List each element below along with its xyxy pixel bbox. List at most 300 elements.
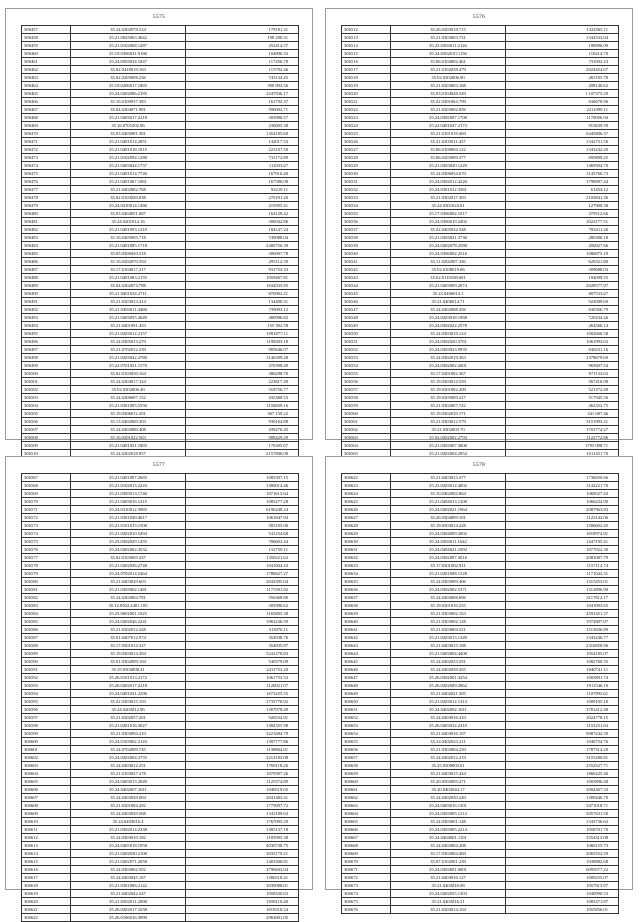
amount-cell: 3117812.17: [506, 594, 619, 602]
row-id-cell: 306506: [22, 418, 71, 426]
table-row: [342, 50, 619, 58]
amount-cell: 1185995.38: [186, 834, 299, 842]
row-id-cell: 306603: [22, 762, 71, 770]
row-id-cell: 306494: [22, 322, 71, 330]
table-row: [342, 810, 619, 818]
amount-cell: 1040519.65: [186, 786, 299, 794]
amount-cell: 1586602.45: [506, 522, 619, 530]
amount-cell: 1086875.19: [506, 250, 619, 258]
row-id-cell: 306538: [342, 234, 391, 242]
amount-cell: 6196248.24: [186, 506, 299, 514]
row-id-cell: 306594: [22, 690, 71, 698]
code-cell: 35.24.0303005.2214: [391, 826, 506, 834]
amount-cell: 1350221.62: [186, 554, 299, 562]
table-row: [22, 650, 299, 658]
amount-cell: 1142221.70: [506, 482, 619, 490]
row-id-cell: 306641: [342, 626, 391, 634]
code-cell: 35.24.0303010.182: [71, 834, 186, 842]
code-cell: 35.21.0203013.414: [71, 298, 186, 306]
code-cell: 35.16.0405005.718: [71, 234, 186, 242]
code-cell: 35.24.0302087.3016: [391, 554, 506, 562]
code-cell: 35.24.0503034.1847: [71, 58, 186, 66]
table-row: [22, 226, 299, 234]
code-cell: 35.26.0302001.3254: [391, 674, 506, 682]
code-cell: 35.24.0402078.2588: [391, 242, 506, 250]
amount-cell: 1069527.43: [506, 490, 619, 498]
amount-cell: 354938.76: [186, 634, 299, 642]
table-row: [22, 794, 299, 802]
amount-cell: 194099.55: [506, 274, 619, 282]
row-id-cell: 306488: [22, 274, 71, 282]
row-id-cell: 306582: [22, 594, 71, 602]
table-row: [342, 562, 619, 570]
row-id-cell: 306489: [22, 282, 71, 290]
code-cell: 35.21.0402021.305: [391, 690, 506, 698]
amount-cell: 2041483.41: [186, 794, 299, 802]
code-cell: 35.24.0202018.857: [71, 450, 186, 458]
amount-cell: 155 392.58: [186, 322, 299, 330]
code-cell: 35.21.0303002.1481: [71, 586, 186, 594]
row-id-cell: 306576: [22, 546, 71, 554]
table-row: [342, 634, 619, 642]
amount-cell: 1083371.87: [506, 898, 619, 906]
row-id-cell: 306609: [22, 810, 71, 818]
row-id-cell: 306486: [22, 258, 71, 266]
table-row: [342, 170, 619, 178]
amount-cell: 1019310.24: [186, 906, 299, 914]
amount-cell: 2103841.36: [506, 194, 619, 202]
amount-cell: 1787314.20: [506, 746, 619, 754]
code-cell: 35.21.0101019.469: [391, 130, 506, 138]
table-row: [342, 786, 619, 794]
table-row: [22, 410, 299, 418]
table-row: [342, 530, 619, 538]
code-cell: 35.21.0401014.7740: [71, 170, 186, 178]
row-id-cell: 306552: [342, 346, 391, 354]
amount-cell: 390 892.56: [186, 82, 299, 90]
amount-cell: 61454.12: [506, 186, 619, 194]
row-id-cell: 306595: [22, 698, 71, 706]
table-row: [22, 554, 299, 562]
code-cell: 35.21.0303003.731: [391, 34, 506, 42]
code-cell: 35.21.0401014.2051: [71, 138, 186, 146]
amount-cell: 341 687.46: [506, 410, 619, 418]
table-row: [342, 882, 619, 890]
row-id-cell: 306548: [342, 314, 391, 322]
code-cell: 35.22.0701021.1570: [71, 362, 186, 370]
amount-cell: 630356.79: [506, 306, 619, 314]
row-id-cell: 306543: [342, 274, 391, 282]
amount-cell: 6093577.22: [506, 866, 619, 874]
row-id-cell: 306661: [342, 786, 391, 794]
amount-cell: 1 107375.29: [506, 90, 619, 98]
code-cell: 35.04.0202074.788: [71, 282, 186, 290]
code-cell: 35.21.0203014.104: [391, 906, 506, 914]
amount-cell: 306907.78: [186, 250, 299, 258]
table-row: [342, 218, 619, 226]
row-id-cell: 306556: [342, 378, 391, 386]
amount-cell: 206927.66: [506, 242, 619, 250]
code-cell: 35.21.0702012.239: [71, 346, 186, 354]
row-id-cell: 306658: [342, 762, 391, 770]
row-id-cell: 306483: [22, 234, 71, 242]
code-cell: 35.24.0305007.1708: [391, 114, 506, 122]
amount-cell: 9987242.39: [506, 730, 619, 738]
amount-cell: 198996.09: [506, 42, 619, 50]
amount-cell: 1342533.04: [506, 34, 619, 42]
amount-cell: 2552527.71: [506, 762, 619, 770]
amount-cell: 1061993.63: [506, 338, 619, 346]
code-cell: 35.24.0402062.4532: [71, 546, 186, 554]
code-cell: 35.24.0403016.1301: [391, 802, 506, 810]
code-cell: 35.24.0206007.152: [71, 394, 186, 402]
amount-cell: 1107893.61: [506, 690, 619, 698]
table-row: [22, 482, 299, 490]
table-row: [22, 354, 299, 362]
code-cell: 35.17.0201002.367: [391, 370, 506, 378]
amount-cell: 1011451.70: [506, 450, 619, 458]
code-cell: 35.24.0202004.781: [71, 594, 186, 602]
table-row: [22, 98, 299, 106]
table-row: [22, 258, 299, 266]
table-row: [342, 122, 619, 130]
amount-cell: 116214.70: [506, 50, 619, 58]
code-cell: 35.24.0202004.3755: [71, 754, 186, 762]
row-id-cell: 306518: [342, 74, 391, 82]
code-cell: 35.21.0302014.2338: [71, 826, 186, 834]
row-id-cell: 306597: [22, 714, 71, 722]
row-id-cell: 306470: [22, 130, 71, 138]
amount-cell: 306942.86: [186, 218, 299, 226]
amount-cell: 1911546.10: [506, 682, 619, 690]
row-id-cell: 306550: [342, 330, 391, 338]
row-id-cell: 306463: [22, 74, 71, 82]
row-id-cell: 306604: [22, 770, 71, 778]
row-id-cell: 306642: [342, 634, 391, 642]
amount-cell: 280306.18: [506, 234, 619, 242]
table-row: [22, 818, 299, 826]
code-cell: 35.03.0404051.687: [71, 210, 186, 218]
row-id-cell: 306562: [342, 426, 391, 434]
row-id-cell: 306477: [22, 186, 71, 194]
row-id-cell: 306615: [22, 858, 71, 866]
table-row: [342, 802, 619, 810]
row-id-cell: 306588: [22, 642, 71, 650]
row-id-cell: 306647: [342, 674, 391, 682]
code-cell: 35.03.0104048.549: [391, 90, 506, 98]
code-cell: 35.21.0102015.2243: [71, 482, 186, 490]
amount-cell: 2157806.08: [186, 450, 299, 458]
table-row: [342, 522, 619, 530]
amount-cell: 219395.41: [186, 202, 299, 210]
row-id-cell: 306655: [342, 738, 391, 746]
code-cell: 35.24.0302002.2601: [391, 362, 506, 370]
amount-cell: 1165805.38: [186, 610, 299, 618]
code-cell: 35.21.0403015.108: [391, 642, 506, 650]
table-row: [342, 794, 619, 802]
amount-cell: 313976.11: [186, 626, 299, 634]
amount-cell: 695809.25: [506, 154, 619, 162]
amount-cell: 1701774.27: [506, 426, 619, 434]
table-row: [342, 330, 619, 338]
amount-cell: 926534.91: [186, 714, 299, 722]
amount-cell: 198 290.31: [186, 34, 299, 42]
code-cell: 35.24.0403045.167: [71, 874, 186, 882]
amount-cell: 270191.20: [186, 194, 299, 202]
amount-cell: 111033.67: [186, 162, 299, 170]
code-cell: 35.24.0402030.240: [391, 794, 506, 802]
amount-cell: 305990.62: [186, 602, 299, 610]
code-cell: 35.19.0201002.209: [391, 386, 506, 394]
table-row: [342, 706, 619, 714]
table-row: [342, 434, 619, 442]
code-cell: 35.21.0203012.1313: [391, 698, 506, 706]
code-cell: 35.21.0102038.479: [391, 66, 506, 74]
table-row: [22, 626, 299, 634]
code-cell: 35.21.0202057.201: [71, 714, 186, 722]
table-row: [342, 714, 619, 722]
code-cell: 35.20.0502005.271: [391, 778, 506, 786]
amount-cell: 1061753.53: [186, 674, 299, 682]
code-cell: 35.21.0043063.3642: [71, 34, 186, 42]
amount-cell: 2400756.39: [186, 242, 299, 250]
row-id-cell: 306574: [22, 530, 71, 538]
code-cell: 35.06.0104002.461: [391, 58, 506, 66]
code-cell: 35.16.0100037.383: [71, 98, 186, 106]
row-id-cell: 306476: [22, 178, 71, 186]
row-id-cell: 306650: [342, 698, 391, 706]
code-cell: 35.22.0301064.799: [391, 98, 506, 106]
row-id-cell: 306593: [22, 682, 71, 690]
amount-cell: 161792.37: [186, 98, 299, 106]
table-row: [22, 418, 299, 426]
table-row: [22, 370, 299, 378]
table-row: [22, 138, 299, 146]
amount-cell: 905646.07: [186, 346, 299, 354]
row-id-cell: 306474: [22, 162, 71, 170]
table-row: [22, 754, 299, 762]
row-id-cell: 306468: [22, 114, 71, 122]
amount-cell: 2083087.79: [506, 554, 619, 562]
row-id-cell: 306619: [22, 890, 71, 898]
row-id-cell: 306485: [22, 250, 71, 258]
row-id-cell: 306547: [342, 306, 391, 314]
code-cell: 35.16.0201022.563: [71, 434, 186, 442]
code-cell: 35.24.0702009.745: [71, 746, 186, 754]
row-id-cell: 306481: [22, 218, 71, 226]
amount-cell: 223107.50: [186, 146, 299, 154]
code-cell: 35.06.0108004.122: [391, 146, 506, 154]
page-panel-2: [325, 8, 633, 456]
row-id-cell: 306487: [22, 266, 71, 274]
row-id-cell: 306534: [342, 202, 391, 210]
data-table: [21, 473, 299, 922]
code-cell: 35.23.0406014.1: [391, 290, 506, 298]
table-row: [342, 674, 619, 682]
table-row: [22, 738, 299, 746]
table-row: [22, 434, 299, 442]
row-id-cell: 306571: [22, 506, 71, 514]
row-id-cell: 306535: [342, 210, 391, 218]
amount-cell: 1024778.15: [506, 714, 619, 722]
row-id-cell: 306458: [22, 34, 71, 42]
code-cell: 35.21.0301006.2142: [71, 882, 186, 890]
row-id-cell: 306471: [22, 138, 71, 146]
table-row: [22, 90, 299, 98]
amount-cell: 3057631.50: [506, 810, 619, 818]
amount-cell: 2211099.11: [506, 106, 619, 114]
code-cell: 35.24.0310012.3965: [71, 506, 186, 514]
table-row: [342, 146, 619, 154]
table-row: [342, 642, 619, 650]
code-cell: 35.24.0403013.2049: [71, 778, 186, 786]
amount-cell: 92219.11: [186, 186, 299, 194]
code-cell: 35.16.0202070.594: [71, 258, 186, 266]
row-id-cell: 306607: [22, 794, 71, 802]
amount-cell: 1040990.53: [506, 890, 619, 898]
table-row: [22, 386, 299, 394]
row-id-cell: 306613: [22, 842, 71, 850]
code-cell: 35.21.0203012.2157: [71, 330, 186, 338]
table-row: [22, 506, 299, 514]
table-row: [22, 42, 299, 50]
amount-cell: 731692.23: [506, 58, 619, 66]
table-row: [342, 66, 619, 74]
page-number: 5576: [472, 14, 486, 20]
amount-cell: 1307078.49: [186, 706, 299, 714]
row-id-cell: 306551: [342, 338, 391, 346]
row-id-cell: 306638: [342, 602, 391, 610]
row-id-cell: 306479: [22, 202, 71, 210]
row-id-cell: 306459: [22, 42, 71, 50]
code-cell: 35.21.0203011.437: [391, 138, 506, 146]
row-id-cell: 306656: [342, 746, 391, 754]
code-cell: 35.21.0403044.1737: [71, 162, 186, 170]
row-id-cell: 306508: [22, 434, 71, 442]
table-row: [342, 514, 619, 522]
page-number: 5575: [152, 14, 166, 20]
amount-cell: 1055856.01: [506, 906, 619, 914]
amount-cell: 583195.06: [186, 522, 299, 530]
row-id-cell: 306560: [342, 410, 391, 418]
code-cell: 35.26.0202009.2862: [391, 682, 506, 690]
amount-cell: 965607.54: [506, 362, 619, 370]
row-id-cell: 306584: [22, 610, 71, 618]
table-row: [22, 26, 299, 34]
code-cell: 35.19.0503014.228: [391, 522, 506, 530]
table-row: [342, 226, 619, 234]
code-cell: 35.19.0306031.9186: [71, 50, 186, 58]
code-cell: 35.21.0403029.603: [71, 578, 186, 586]
code-cell: 35.21.0202012.228: [71, 626, 186, 634]
row-id-cell: 306565: [342, 450, 391, 458]
amount-cell: 1077022.30: [506, 546, 619, 554]
row-id-cell: 306457: [22, 26, 71, 34]
code-cell: 35.24.0402055.1303: [391, 890, 506, 898]
code-cell: 35.21.0403004.4408: [391, 650, 506, 658]
row-id-cell: 306598: [22, 722, 71, 730]
code-cell: 35.21.0303002.128: [391, 618, 506, 626]
code-cell: 35.24.0302010.1156: [391, 50, 506, 58]
amount-cell: 370398.49: [186, 362, 299, 370]
row-id-cell: 306460: [22, 50, 71, 58]
row-id-cell: 306643: [342, 642, 391, 650]
amount-cell: 264566.14: [506, 322, 619, 330]
row-id-cell: 306657: [342, 754, 391, 762]
amount-cell: 115792.46: [186, 66, 299, 74]
amount-cell: 521372.49: [506, 386, 619, 394]
row-id-cell: 306545: [342, 290, 391, 298]
amount-cell: 2411753.20: [186, 666, 299, 674]
table-row: [342, 354, 619, 362]
code-cell: 35.23.0203012.4002: [391, 482, 506, 490]
table-row: [22, 394, 299, 402]
row-id-cell: 306628: [342, 522, 391, 530]
amount-cell: 1058110.40: [186, 898, 299, 906]
table-row: [342, 402, 619, 410]
amount-cell: 1059467.81: [186, 274, 299, 282]
row-id-cell: 306662: [342, 794, 391, 802]
table-row: [342, 850, 619, 858]
amount-cell: 1009105.10: [506, 698, 619, 706]
amount-cell: 2963001.05: [186, 914, 299, 922]
row-id-cell: 306633: [342, 562, 391, 570]
code-cell: 35.02.0302006.49: [71, 386, 186, 394]
code-cell: 35.21.0302003.70: [391, 426, 506, 434]
table-row: [342, 186, 619, 194]
row-id-cell: 306660: [342, 778, 391, 786]
amount-cell: 1123142.06: [506, 514, 619, 522]
table-row: [342, 290, 619, 298]
amount-cell: 3035179.21: [186, 850, 299, 858]
code-cell: 35.19.0306012.201: [71, 410, 186, 418]
amount-cell: 915639.59: [506, 122, 619, 130]
amount-cell: 2735778.92: [186, 698, 299, 706]
code-cell: 35.21.0403055.2649: [71, 314, 186, 322]
code-cell: 35.26.0202017.1038: [71, 906, 186, 914]
table-row: [22, 330, 299, 338]
row-id-cell: 306469: [22, 122, 71, 130]
code-cell: 35.21.0303002.163: [391, 610, 506, 618]
amount-cell: 739093.12: [186, 306, 299, 314]
row-id-cell: 306516: [342, 58, 391, 66]
amount-cell: 295112.39: [186, 258, 299, 266]
amount-cell: 439276.45: [186, 426, 299, 434]
amount-cell: 4030738.75: [186, 842, 299, 850]
table-row: [342, 890, 619, 898]
amount-cell: 1469504.70: [506, 162, 619, 170]
table-row: [342, 298, 619, 306]
table-row: [342, 98, 619, 106]
code-cell: 35.24.0303011.1642: [391, 538, 506, 546]
row-id-cell: 306505: [22, 410, 71, 418]
table-row: [342, 738, 619, 746]
table-row: [342, 154, 619, 162]
amount-cell: 2796843.04: [186, 866, 299, 874]
row-id-cell: 306529: [342, 162, 391, 170]
amount-cell: 1003891.74: [506, 674, 619, 682]
table-row: [22, 66, 299, 74]
table-row: [22, 666, 299, 674]
amount-cell: 1403506.81: [186, 858, 299, 866]
amount-cell: 931753.33: [186, 266, 299, 274]
table-row: [22, 826, 299, 834]
amount-cell: 2042595.04: [186, 578, 299, 586]
table-row: [22, 530, 299, 538]
row-id-cell: 306544: [342, 282, 391, 290]
table-row: [342, 370, 619, 378]
row-id-cell: 306472: [22, 146, 71, 154]
